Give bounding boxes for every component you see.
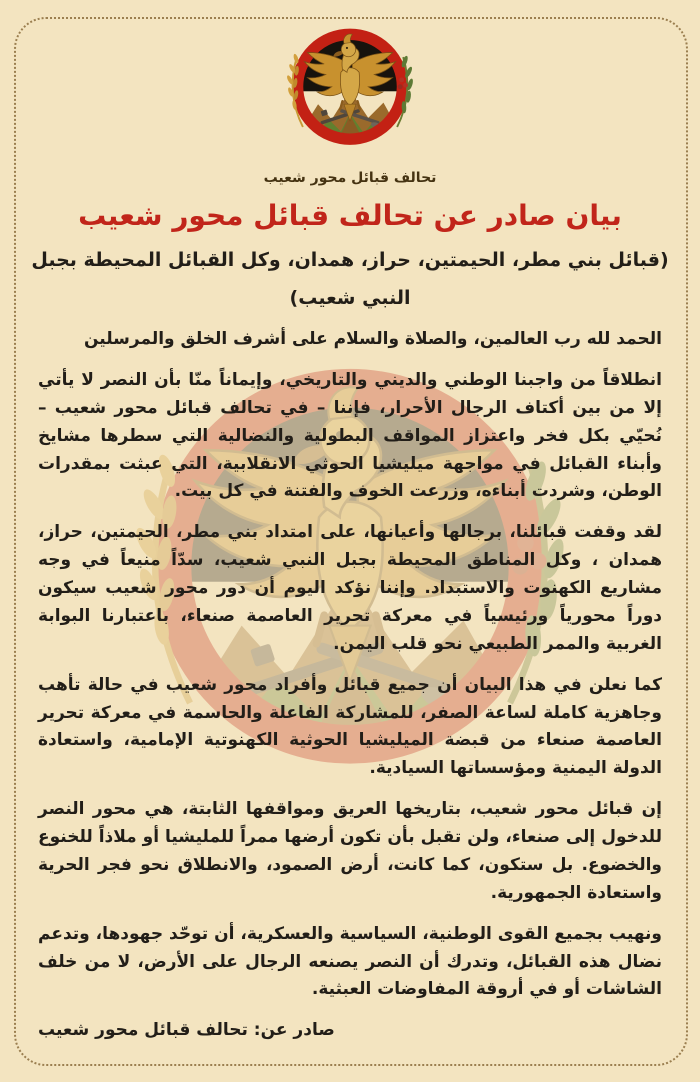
paragraph-readiness: كما نعلن في هذا البيان أن جميع قبائل وأفراد محور شعيب في حالة تأهب وجاهزية كاملة لساعة الصفر، للمشاركة الفاعلة والحاسمة في معركة تحرير العاصمة صنعاء من قبضة الميليشيا الحوثية الكهنوتية الإمامية، واستعادة الدولة اليمنية ومؤسساتها السيادية. [38, 674, 662, 779]
alliance-eagle-emblem-icon [274, 13, 426, 165]
issued-by-line: صادر عن: تحالف قبائل محور شعيب [38, 1020, 335, 1041]
paragraph-call-to-forces: ونهيب بجميع القوى الوطنية، السياسية والعسكرية، أن توحّد جهودها، وتدعم نضال هذه القبائل، وتدرك أن النصر يصنعه الرجال على الأرض، لا من خلف الشاشات أو في أروقة المفاوضات العبثية. [38, 923, 662, 1000]
subtitle-line-1: (قبائل بني مطر، الحيمتين، حراز، همدان، وكل القبائل المحيطة بجبل [31, 249, 669, 271]
paragraph-praise: الحمد لله رب العالمين، والصلاة والسلام على أشرف الخلق والمرسلين [83, 329, 662, 349]
subtitle-line-2: النبي شعيب) [289, 287, 411, 309]
statement-subtitle [0, 241, 700, 317]
statement-body [38, 326, 662, 1004]
emblem-header [0, 0, 700, 186]
statement-title: بيان صادر عن تحالف قبائل محور شعيب [78, 199, 622, 232]
paragraph-axis-of-victory: إن قبائل محور شعيب، بتاريخها العريق ومواقفها الثابتة، هي محور النصر للدخول إلى صنعاء، ولن تقبل بأن تكون أرضها ممراً للمليشيا أو ملاذاً للخنوع والخضوع. بل ستكون، كما كانت، أرض الصمود، والانطلاق نحو فجر الحرية واستعادة الجمهورية. [38, 799, 662, 903]
paragraph-tribes-stand: لقد وقفت قبائلنا، برجالها وأعيانها، على امتداد بني مطر، الحيمتين، حراز، همدان ، وكل المناطق المحيطة بجبل النبي شعيب، سدّاً منيعاً في وجه مشاريع الكهنوت والاستبداد. وإننا نؤكد اليوم أن دور محور شعيب سيكون دوراً محورياً ورئيسياً في معركة تحرير العاصمة صنعاء، باعتبارنا البوابة الغربية والممر الطبيعي نحو قلب اليمن. [38, 522, 662, 654]
emblem-tagline: تحالف قبائل محور شعيب [263, 170, 437, 186]
paragraph-intro: انطلاقاً من واجبنا الوطني والديني والتاريخي، وإيماناً منّا بأن النصر لا يأتي إلا من بين أكتاف الرجال الأحرار، فإننا – في تحالف قبائل محور شعيب – نُحيّي بكل فخر واعتزاز المواقف البطولية والنضالية التي سطرها مشايخ وأبناء القبائل في مواجهة ميليشيا الحوثي الانقلابية، التي عبثت بمقدرات الوطن، وشردت أبناءه، وزرعت الخوف والفتنة في كل بيت. [38, 369, 662, 502]
